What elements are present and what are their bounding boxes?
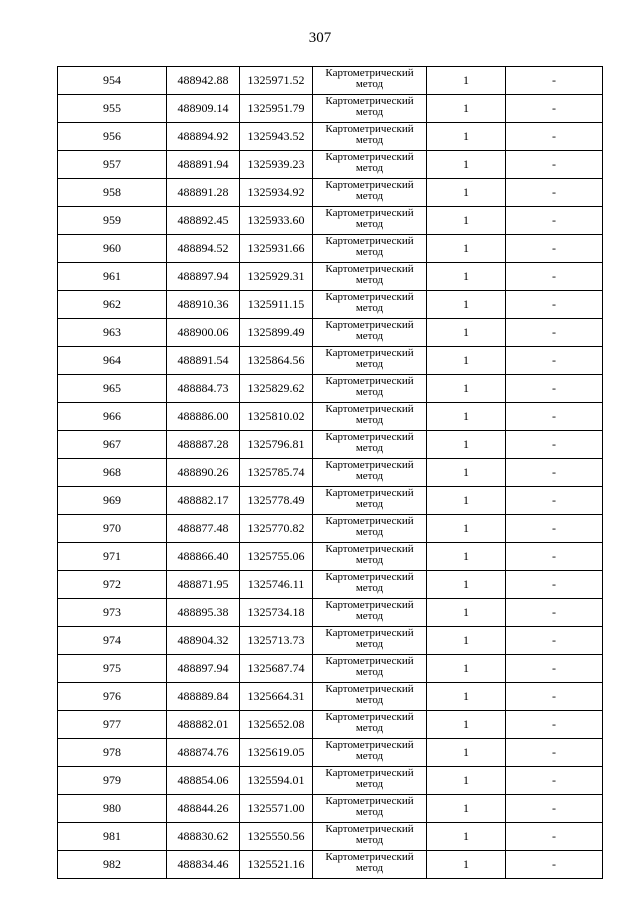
note-cell: - (506, 823, 603, 851)
point-number-cell: 961 (58, 263, 167, 291)
y-coordinate-cell: 1325619.05 (240, 739, 313, 767)
note-cell: - (506, 375, 603, 403)
method-line-1: Картометрический (325, 627, 414, 639)
y-coordinate-cell: 1325687.74 (240, 655, 313, 683)
method-line-2: метод (355, 694, 384, 706)
method-cell (313, 711, 427, 739)
point-number-cell: 962 (58, 291, 167, 319)
method-line-1: Картометрический (325, 263, 414, 275)
method-line-2: метод (355, 414, 384, 426)
x-coordinate-cell: 488874.76 (167, 739, 240, 767)
point-number-cell: 974 (58, 627, 167, 655)
method-line-1: Картометрический (325, 235, 414, 247)
point-number-cell: 972 (58, 571, 167, 599)
x-coordinate-cell: 488891.54 (167, 347, 240, 375)
count-cell: 1 (427, 67, 506, 95)
coordinates-table (57, 66, 603, 879)
y-coordinate-cell: 1325943.52 (240, 123, 313, 151)
count-cell: 1 (427, 515, 506, 543)
y-coordinate-cell: 1325785.74 (240, 459, 313, 487)
method-line-2: метод (355, 218, 384, 230)
method-cell (313, 851, 427, 879)
note-cell: - (506, 851, 603, 879)
point-number-cell: 975 (58, 655, 167, 683)
note-cell: - (506, 515, 603, 543)
method-line-2: метод (355, 78, 384, 90)
method-line-1: Картометрический (325, 487, 414, 499)
y-coordinate-cell: 1325594.01 (240, 767, 313, 795)
count-cell: 1 (427, 319, 506, 347)
x-coordinate-cell: 488887.28 (167, 431, 240, 459)
y-coordinate-cell: 1325734.18 (240, 599, 313, 627)
note-cell: - (506, 627, 603, 655)
x-coordinate-cell: 488891.94 (167, 151, 240, 179)
method-cell (313, 739, 427, 767)
method-cell (313, 375, 427, 403)
method-line-2: метод (355, 386, 384, 398)
method-line-1: Картометрический (325, 179, 414, 191)
x-coordinate-cell: 488834.46 (167, 851, 240, 879)
count-cell: 1 (427, 711, 506, 739)
method-line-1: Картометрический (325, 851, 414, 863)
page-number: 307 (308, 30, 332, 46)
note-cell: - (506, 739, 603, 767)
x-coordinate-cell: 488882.17 (167, 487, 240, 515)
note-cell: - (506, 655, 603, 683)
table-row (58, 571, 603, 599)
method-line-1: Картометрический (325, 207, 414, 219)
count-cell: 1 (427, 599, 506, 627)
count-cell: 1 (427, 655, 506, 683)
table-row (58, 851, 603, 879)
note-cell: - (506, 95, 603, 123)
method-line-2: метод (355, 582, 384, 594)
count-cell: 1 (427, 739, 506, 767)
y-coordinate-cell: 1325951.79 (240, 95, 313, 123)
count-cell: 1 (427, 571, 506, 599)
method-cell (313, 235, 427, 263)
note-cell: - (506, 179, 603, 207)
count-cell: 1 (427, 235, 506, 263)
point-number-cell: 957 (58, 151, 167, 179)
method-cell (313, 151, 427, 179)
table-row (58, 599, 603, 627)
method-line-2: метод (355, 722, 384, 734)
point-number-cell: 979 (58, 767, 167, 795)
point-number-cell: 955 (58, 95, 167, 123)
method-cell (313, 179, 427, 207)
method-line-1: Картометрический (325, 403, 414, 415)
table-row (58, 263, 603, 291)
point-number-cell: 956 (58, 123, 167, 151)
y-coordinate-cell: 1325899.49 (240, 319, 313, 347)
table-row (58, 795, 603, 823)
note-cell: - (506, 123, 603, 151)
y-coordinate-cell: 1325829.62 (240, 375, 313, 403)
method-line-2: метод (355, 442, 384, 454)
method-cell (313, 515, 427, 543)
y-coordinate-cell: 1325778.49 (240, 487, 313, 515)
count-cell: 1 (427, 375, 506, 403)
count-cell: 1 (427, 767, 506, 795)
x-coordinate-cell: 488884.73 (167, 375, 240, 403)
method-line-1: Картометрический (325, 543, 414, 555)
method-cell (313, 683, 427, 711)
count-cell: 1 (427, 487, 506, 515)
method-line-2: метод (355, 610, 384, 622)
table-row (58, 347, 603, 375)
note-cell: - (506, 571, 603, 599)
table-row (58, 515, 603, 543)
note-cell: - (506, 151, 603, 179)
method-line-2: метод (355, 750, 384, 762)
x-coordinate-cell: 488894.52 (167, 235, 240, 263)
method-line-1: Картометрический (325, 767, 414, 779)
point-number-cell: 978 (58, 739, 167, 767)
table-row (58, 655, 603, 683)
x-coordinate-cell: 488866.40 (167, 543, 240, 571)
method-line-2: метод (355, 526, 384, 538)
x-coordinate-cell: 488897.94 (167, 655, 240, 683)
method-line-2: метод (355, 638, 384, 650)
point-number-cell: 965 (58, 375, 167, 403)
table-row (58, 459, 603, 487)
method-cell (313, 95, 427, 123)
x-coordinate-cell: 488889.84 (167, 683, 240, 711)
x-coordinate-cell: 488886.00 (167, 403, 240, 431)
note-cell: - (506, 347, 603, 375)
table-row (58, 487, 603, 515)
method-line-2: метод (355, 134, 384, 146)
method-line-2: метод (355, 554, 384, 566)
table-row (58, 403, 603, 431)
count-cell: 1 (427, 403, 506, 431)
note-cell: - (506, 767, 603, 795)
y-coordinate-cell: 1325864.56 (240, 347, 313, 375)
method-line-1: Картометрический (325, 599, 414, 611)
table-row (58, 431, 603, 459)
method-line-1: Картометрический (325, 347, 414, 359)
point-number-cell: 966 (58, 403, 167, 431)
count-cell: 1 (427, 179, 506, 207)
y-coordinate-cell: 1325971.52 (240, 67, 313, 95)
method-line-1: Картометрический (325, 683, 414, 695)
x-coordinate-cell: 488897.94 (167, 263, 240, 291)
method-cell (313, 207, 427, 235)
point-number-cell: 968 (58, 459, 167, 487)
method-line-2: метод (355, 834, 384, 846)
method-line-1: Картометрический (325, 95, 414, 107)
x-coordinate-cell: 488871.95 (167, 571, 240, 599)
method-line-1: Картометрический (325, 655, 414, 667)
method-cell (313, 795, 427, 823)
x-coordinate-cell: 488894.92 (167, 123, 240, 151)
point-number-cell: 977 (58, 711, 167, 739)
point-number-cell: 964 (58, 347, 167, 375)
y-coordinate-cell: 1325933.60 (240, 207, 313, 235)
point-number-cell: 981 (58, 823, 167, 851)
method-line-2: метод (355, 470, 384, 482)
count-cell: 1 (427, 207, 506, 235)
y-coordinate-cell: 1325746.11 (240, 571, 313, 599)
count-cell: 1 (427, 851, 506, 879)
method-line-2: метод (355, 330, 384, 342)
count-cell: 1 (427, 291, 506, 319)
x-coordinate-cell: 488854.06 (167, 767, 240, 795)
table-body (58, 67, 603, 879)
table-row (58, 375, 603, 403)
count-cell: 1 (427, 795, 506, 823)
method-cell (313, 543, 427, 571)
point-number-cell: 973 (58, 599, 167, 627)
x-coordinate-cell: 488890.26 (167, 459, 240, 487)
table-row (58, 543, 603, 571)
method-line-2: метод (355, 862, 384, 874)
note-cell: - (506, 599, 603, 627)
method-line-1: Картометрический (325, 375, 414, 387)
x-coordinate-cell: 488892.45 (167, 207, 240, 235)
y-coordinate-cell: 1325796.81 (240, 431, 313, 459)
method-cell (313, 291, 427, 319)
count-cell: 1 (427, 263, 506, 291)
method-line-1: Картометрический (325, 571, 414, 583)
note-cell: - (506, 319, 603, 347)
method-line-1: Картометрический (325, 711, 414, 723)
y-coordinate-cell: 1325652.08 (240, 711, 313, 739)
x-coordinate-cell: 488904.32 (167, 627, 240, 655)
y-coordinate-cell: 1325810.02 (240, 403, 313, 431)
method-line-1: Картометрический (325, 459, 414, 471)
x-coordinate-cell: 488844.26 (167, 795, 240, 823)
table-row (58, 319, 603, 347)
point-number-cell: 967 (58, 431, 167, 459)
table-row (58, 123, 603, 151)
note-cell: - (506, 235, 603, 263)
point-number-cell: 958 (58, 179, 167, 207)
method-line-1: Картометрический (325, 795, 414, 807)
method-line-2: метод (355, 302, 384, 314)
point-number-cell: 960 (58, 235, 167, 263)
method-cell (313, 823, 427, 851)
count-cell: 1 (427, 627, 506, 655)
table-row (58, 95, 603, 123)
method-line-1: Картометрический (325, 291, 414, 303)
method-line-2: метод (355, 498, 384, 510)
count-cell: 1 (427, 123, 506, 151)
method-line-2: метод (355, 106, 384, 118)
table-row (58, 767, 603, 795)
count-cell: 1 (427, 459, 506, 487)
note-cell: - (506, 403, 603, 431)
method-line-2: метод (355, 190, 384, 202)
y-coordinate-cell: 1325664.31 (240, 683, 313, 711)
note-cell: - (506, 263, 603, 291)
method-line-2: метод (355, 274, 384, 286)
x-coordinate-cell: 488900.06 (167, 319, 240, 347)
point-number-cell: 959 (58, 207, 167, 235)
method-line-1: Картометрический (325, 151, 414, 163)
note-cell: - (506, 795, 603, 823)
x-coordinate-cell: 488877.48 (167, 515, 240, 543)
method-cell (313, 627, 427, 655)
x-coordinate-cell: 488895.38 (167, 599, 240, 627)
table-row (58, 235, 603, 263)
method-cell (313, 347, 427, 375)
y-coordinate-cell: 1325939.23 (240, 151, 313, 179)
y-coordinate-cell: 1325934.92 (240, 179, 313, 207)
method-line-2: метод (355, 778, 384, 790)
x-coordinate-cell: 488942.88 (167, 67, 240, 95)
table-row (58, 179, 603, 207)
note-cell: - (506, 487, 603, 515)
table-row (58, 627, 603, 655)
note-cell: - (506, 207, 603, 235)
y-coordinate-cell: 1325911.15 (240, 291, 313, 319)
method-line-2: метод (355, 162, 384, 174)
x-coordinate-cell: 488830.62 (167, 823, 240, 851)
y-coordinate-cell: 1325755.06 (240, 543, 313, 571)
note-cell: - (506, 543, 603, 571)
point-number-cell: 980 (58, 795, 167, 823)
method-cell (313, 263, 427, 291)
point-number-cell: 954 (58, 67, 167, 95)
x-coordinate-cell: 488891.28 (167, 179, 240, 207)
count-cell: 1 (427, 95, 506, 123)
method-line-2: метод (355, 358, 384, 370)
y-coordinate-cell: 1325770.82 (240, 515, 313, 543)
point-number-cell: 976 (58, 683, 167, 711)
point-number-cell: 970 (58, 515, 167, 543)
count-cell: 1 (427, 823, 506, 851)
count-cell: 1 (427, 431, 506, 459)
method-cell (313, 487, 427, 515)
method-line-1: Картометрический (325, 823, 414, 835)
method-line-1: Картометрический (325, 431, 414, 443)
table-row (58, 711, 603, 739)
note-cell: - (506, 291, 603, 319)
table-row (58, 291, 603, 319)
y-coordinate-cell: 1325713.73 (240, 627, 313, 655)
method-cell (313, 599, 427, 627)
count-cell: 1 (427, 543, 506, 571)
method-line-2: метод (355, 666, 384, 678)
count-cell: 1 (427, 151, 506, 179)
method-line-1: Картометрический (325, 319, 414, 331)
count-cell: 1 (427, 683, 506, 711)
table-row (58, 683, 603, 711)
y-coordinate-cell: 1325931.66 (240, 235, 313, 263)
note-cell: - (506, 459, 603, 487)
table-row (58, 207, 603, 235)
method-cell (313, 459, 427, 487)
method-line-2: метод (355, 806, 384, 818)
x-coordinate-cell: 488909.14 (167, 95, 240, 123)
point-number-cell: 982 (58, 851, 167, 879)
note-cell: - (506, 431, 603, 459)
table-row (58, 151, 603, 179)
method-cell (313, 655, 427, 683)
method-line-1: Картометрический (325, 515, 414, 527)
method-line-2: метод (355, 246, 384, 258)
method-cell (313, 123, 427, 151)
table-row (58, 739, 603, 767)
y-coordinate-cell: 1325929.31 (240, 263, 313, 291)
x-coordinate-cell: 488882.01 (167, 711, 240, 739)
y-coordinate-cell: 1325550.56 (240, 823, 313, 851)
method-cell (313, 571, 427, 599)
point-number-cell: 969 (58, 487, 167, 515)
point-number-cell: 963 (58, 319, 167, 347)
method-line-1: Картометрический (325, 123, 414, 135)
note-cell: - (506, 683, 603, 711)
method-cell (313, 767, 427, 795)
method-line-1: Картометрический (325, 67, 414, 79)
method-cell (313, 431, 427, 459)
method-line-1: Картометрический (325, 739, 414, 751)
y-coordinate-cell: 1325521.16 (240, 851, 313, 879)
method-cell (313, 67, 427, 95)
table-row (58, 67, 603, 95)
y-coordinate-cell: 1325571.00 (240, 795, 313, 823)
table-row (58, 823, 603, 851)
point-number-cell: 971 (58, 543, 167, 571)
count-cell: 1 (427, 347, 506, 375)
x-coordinate-cell: 488910.36 (167, 291, 240, 319)
note-cell: - (506, 67, 603, 95)
method-cell (313, 319, 427, 347)
note-cell: - (506, 711, 603, 739)
method-cell (313, 403, 427, 431)
